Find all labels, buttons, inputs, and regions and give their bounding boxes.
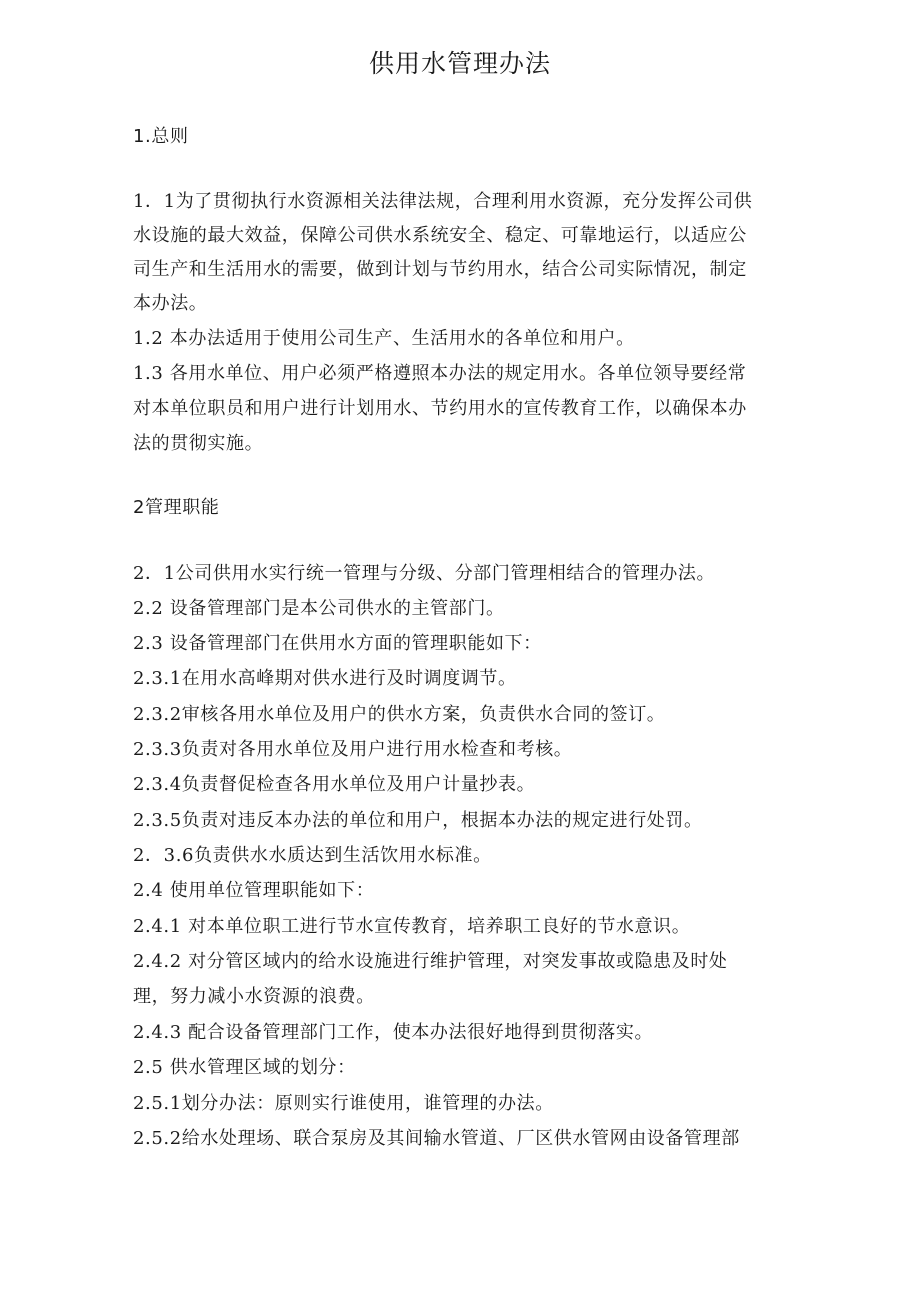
- paragraph-line: 1.2 本办法适用于使用公司生产、生活用水的各单位和用户。: [133, 328, 635, 349]
- section-heading-general: 1.总则: [133, 126, 189, 147]
- paragraph-line: 2.4.1 对本单位职工进行节水宣传教育，培养职工良好的节水意识。: [133, 916, 691, 937]
- paragraph-line: 2.3.5负责对违反本办法的单位和用户，根据本办法的规定进行处罚。: [133, 810, 703, 831]
- paragraph-line: 理，努力减小水资源的浪费。: [133, 986, 375, 1007]
- document-title: 供用水管理办法: [368, 49, 551, 78]
- paragraph-line: 法的贯彻实施。: [133, 433, 264, 454]
- paragraph-line: 司生产和生活用水的需要，做到计划与节约用水，结合公司实际情况，制定: [133, 259, 747, 280]
- paragraph-line: 2．3.6负责供水水质达到生活饮用水标准。: [133, 845, 492, 866]
- paragraph-line: 2.3.2审核各用水单位及用户的供水方案，负责供水合同的签订。: [133, 704, 666, 725]
- paragraph-line: 1.3 各用水单位、用户必须严格遵照本办法的规定用水。各单位领导要经常: [133, 363, 747, 384]
- paragraph-line: 2.3.4负责督促检查各用水单位及用户计量抄表。: [133, 774, 536, 795]
- paragraph-line: 2.4 使用单位管理职能如下：: [133, 880, 375, 901]
- paragraph-line: 对本单位职员和用户进行计划用水、节约用水的宣传教育工作，以确保本办: [133, 398, 747, 419]
- paragraph-line: 水设施的最大效益，保障公司供水系统安全、稳定、可靠地运行，以适应公: [133, 225, 747, 246]
- section-heading-management: 2管理职能: [133, 497, 220, 518]
- paragraph-line: 2.3.1在用水高峰期对供水进行及时调度调节。: [133, 668, 517, 689]
- paragraph-line: 2.4.2 对分管区域内的给水设施进行维护管理，对突发事故或隐患及时处: [133, 951, 728, 972]
- paragraph-line: 2.5 供水管理区域的划分：: [133, 1057, 356, 1078]
- paragraph-line: 2．1公司供用水实行统一管理与分级、分部门管理相结合的管理办法。: [133, 563, 716, 584]
- paragraph-line: 2.5.2给水处理场、联合泵房及其间输水管道、厂区供水管网由设备管理部: [133, 1128, 740, 1149]
- paragraph-line: 2.3 设备管理部门在供用水方面的管理职能如下：: [133, 633, 542, 654]
- paragraph-line: 2.5.1划分办法：原则实行谁使用，谁管理的办法。: [133, 1093, 554, 1114]
- paragraph-line: 本办法。: [133, 293, 208, 314]
- paragraph-line: 2.3.3负责对各用水单位及用户进行用水检查和考核。: [133, 739, 573, 760]
- paragraph-line: 2.2 设备管理部门是本公司供水的主管部门。: [133, 598, 505, 619]
- paragraph-line: 2.4.3 配合设备管理部门工作，使本办法很好地得到贯彻落实。: [133, 1022, 654, 1043]
- paragraph-line: 1．1为了贯彻执行水资源相关法律法规，合理利用水资源，充分发挥公司供: [133, 191, 753, 212]
